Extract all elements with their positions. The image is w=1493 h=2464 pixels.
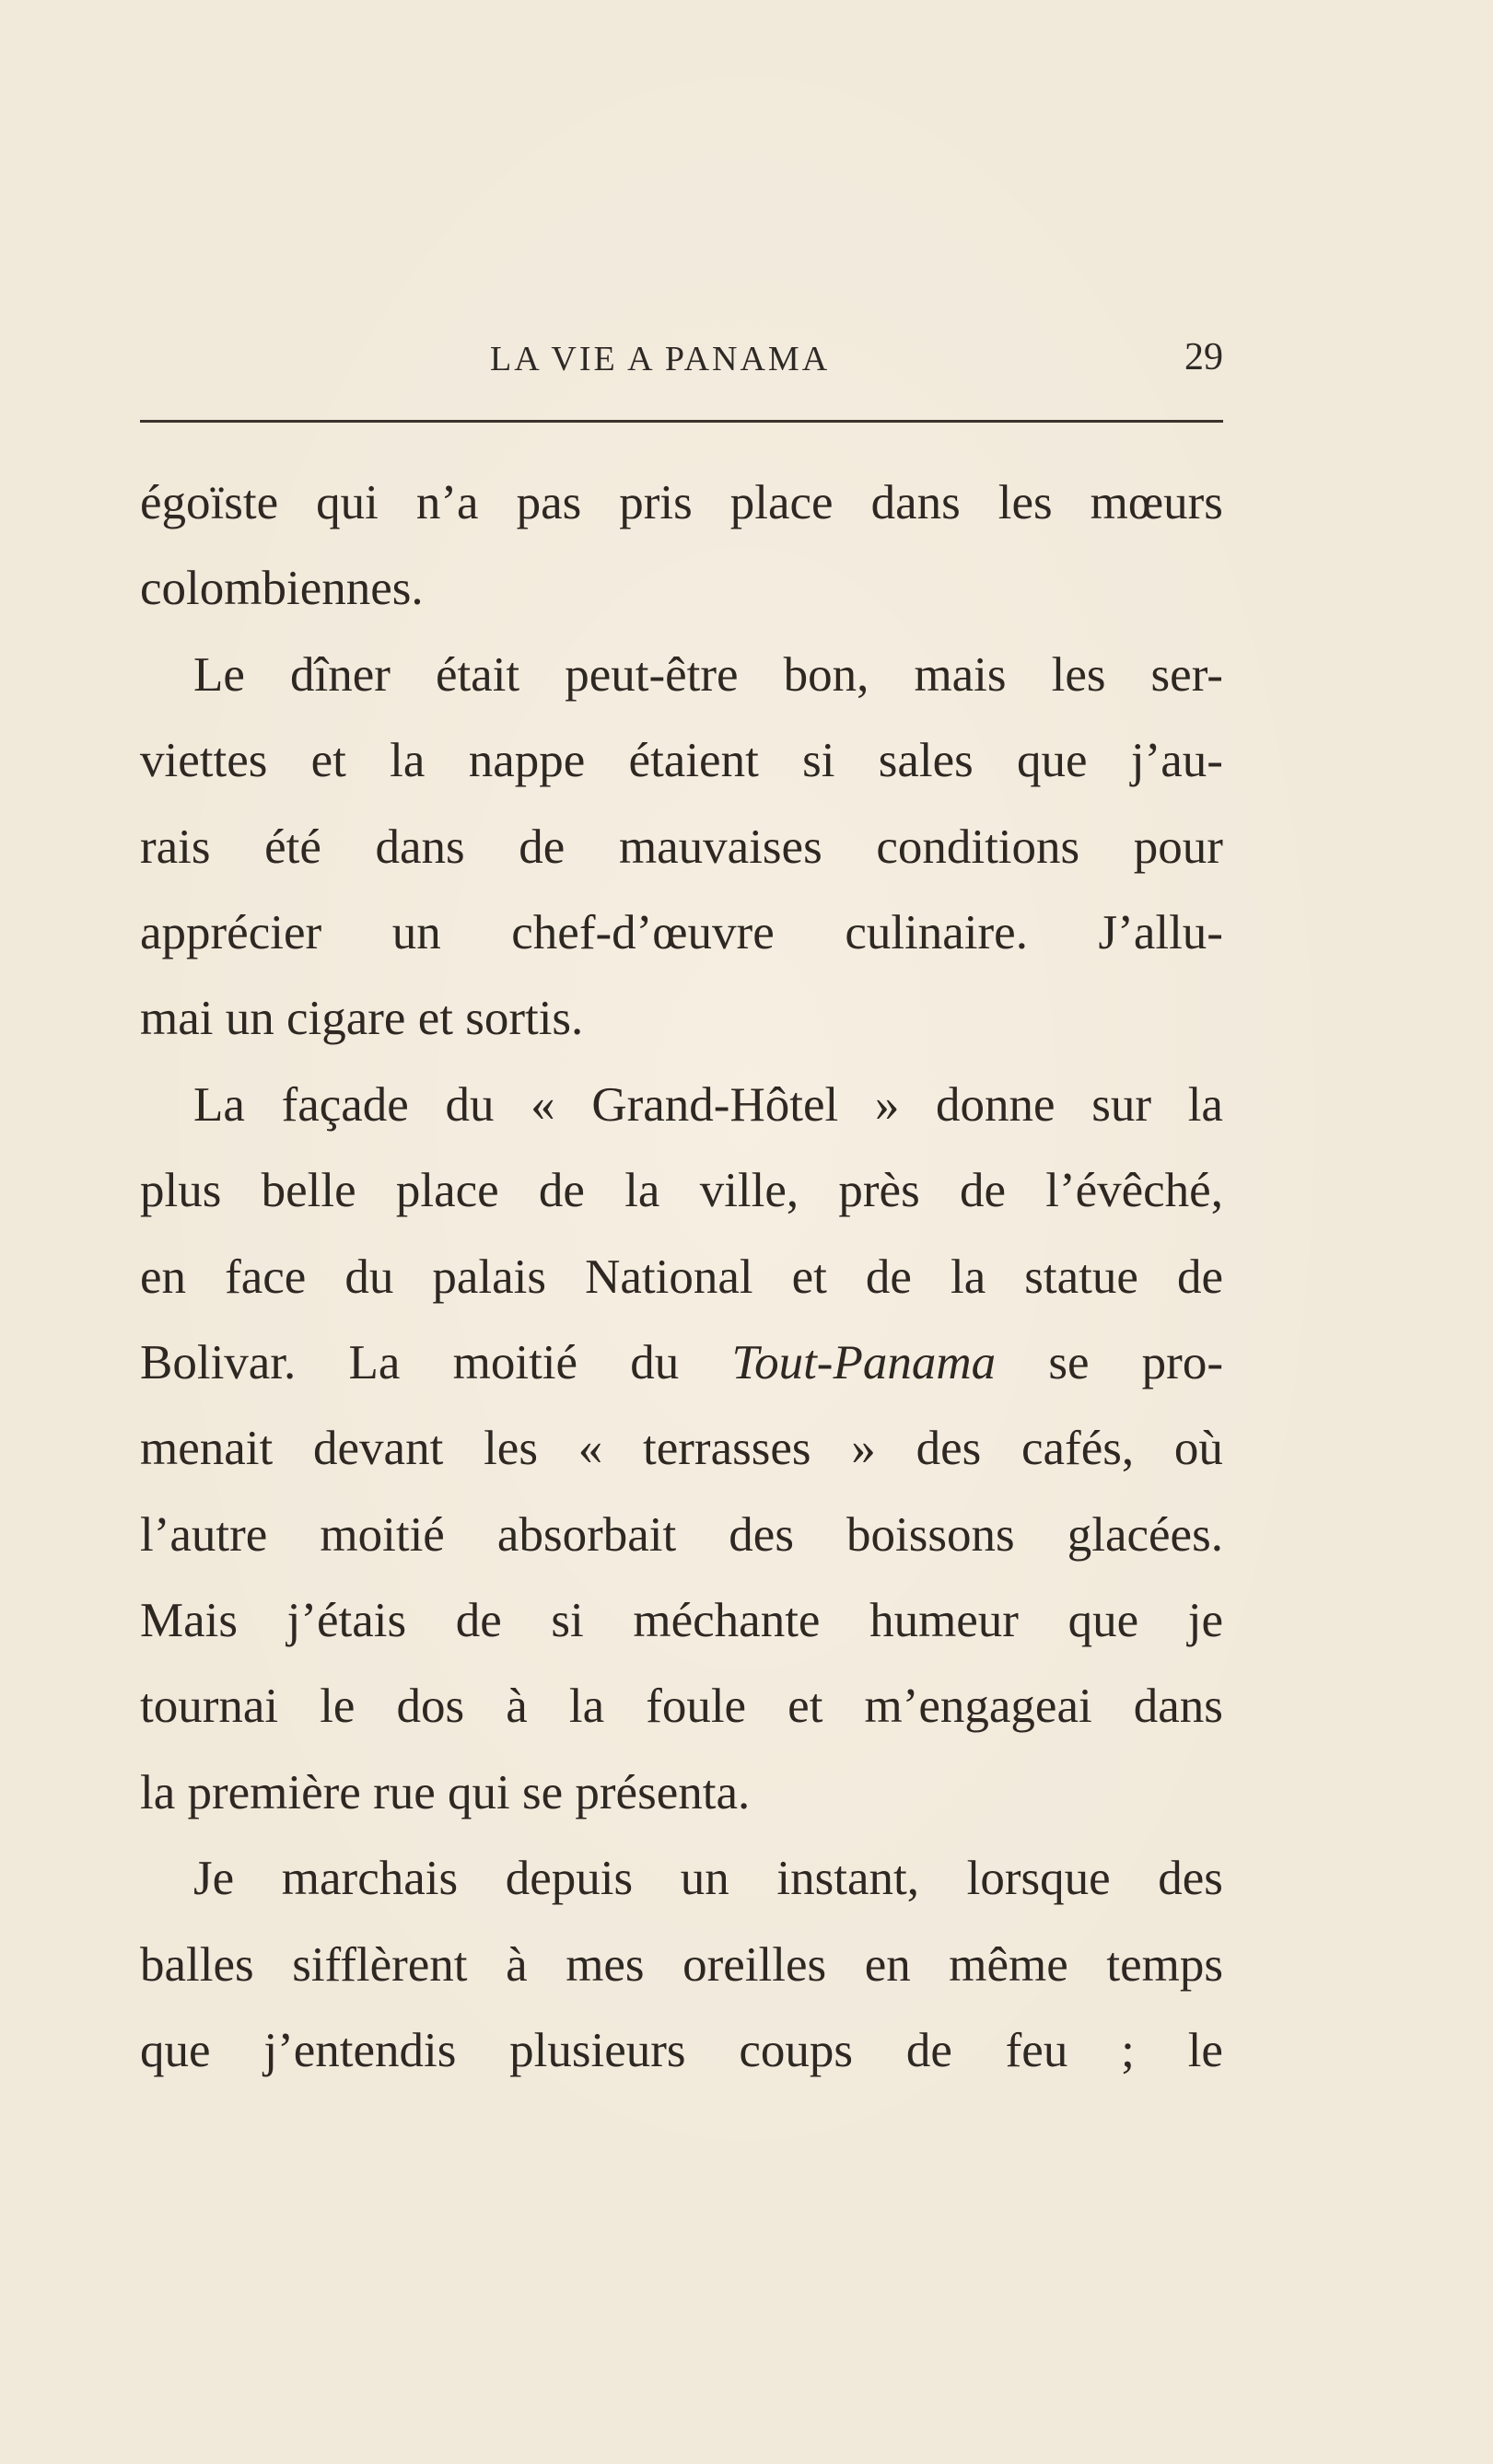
text-line: la première rue qui se présenta.	[140, 1765, 751, 1819]
header-rule	[140, 420, 1223, 423]
text-line: que j’entendis plusieurs coups de feu ; le	[140, 2024, 1223, 2078]
text-line: balles sifflèrent à mes oreilles en même temps	[140, 1937, 1223, 1992]
running-header	[140, 331, 1223, 387]
text-line: colombiennes.	[140, 562, 424, 616]
text-line: l’autre moitié absorbait des boissons glacées.	[140, 1507, 1223, 1562]
text-line: Je marchais depuis un instant, lorsque des	[193, 1852, 1223, 1906]
text-line: Bolivar. La moitié du Tout-Panama se pro-	[140, 1335, 1223, 1389]
text-line: plus belle place de la ville, près de l’évêché,	[140, 1164, 1223, 1218]
text-line: Le dîner était peut-être bon, mais les ser-	[193, 647, 1223, 702]
text-line: La façade du « Grand-Hôtel » donne sur la	[193, 1077, 1223, 1132]
body-text	[140, 460, 1223, 2094]
text-line: apprécier un chef-d’œuvre culinaire. J’allu-	[140, 905, 1223, 959]
text-line: mai un cigare et sortis.	[140, 992, 584, 1046]
text-line: en face du palais National et de la statue de	[140, 1249, 1223, 1304]
text-line: rais été dans de mauvaises conditions pour	[140, 819, 1223, 874]
text-line: Mais j’étais de si méchante humeur que je	[140, 1594, 1223, 1648]
page-number: 29	[1184, 336, 1223, 378]
text-line: tournai le dos à la foule et m’engageai dans	[140, 1679, 1223, 1734]
running-title: LA VIE A PANAMA	[490, 340, 831, 378]
text-line: menait devant les « terrasses » des cafés, où	[140, 1422, 1223, 1476]
text-line: égoïste qui n’a pas pris place dans les mœurs	[140, 476, 1223, 529]
text-line: viettes et la nappe étaient si sales que j’au-	[140, 734, 1223, 788]
